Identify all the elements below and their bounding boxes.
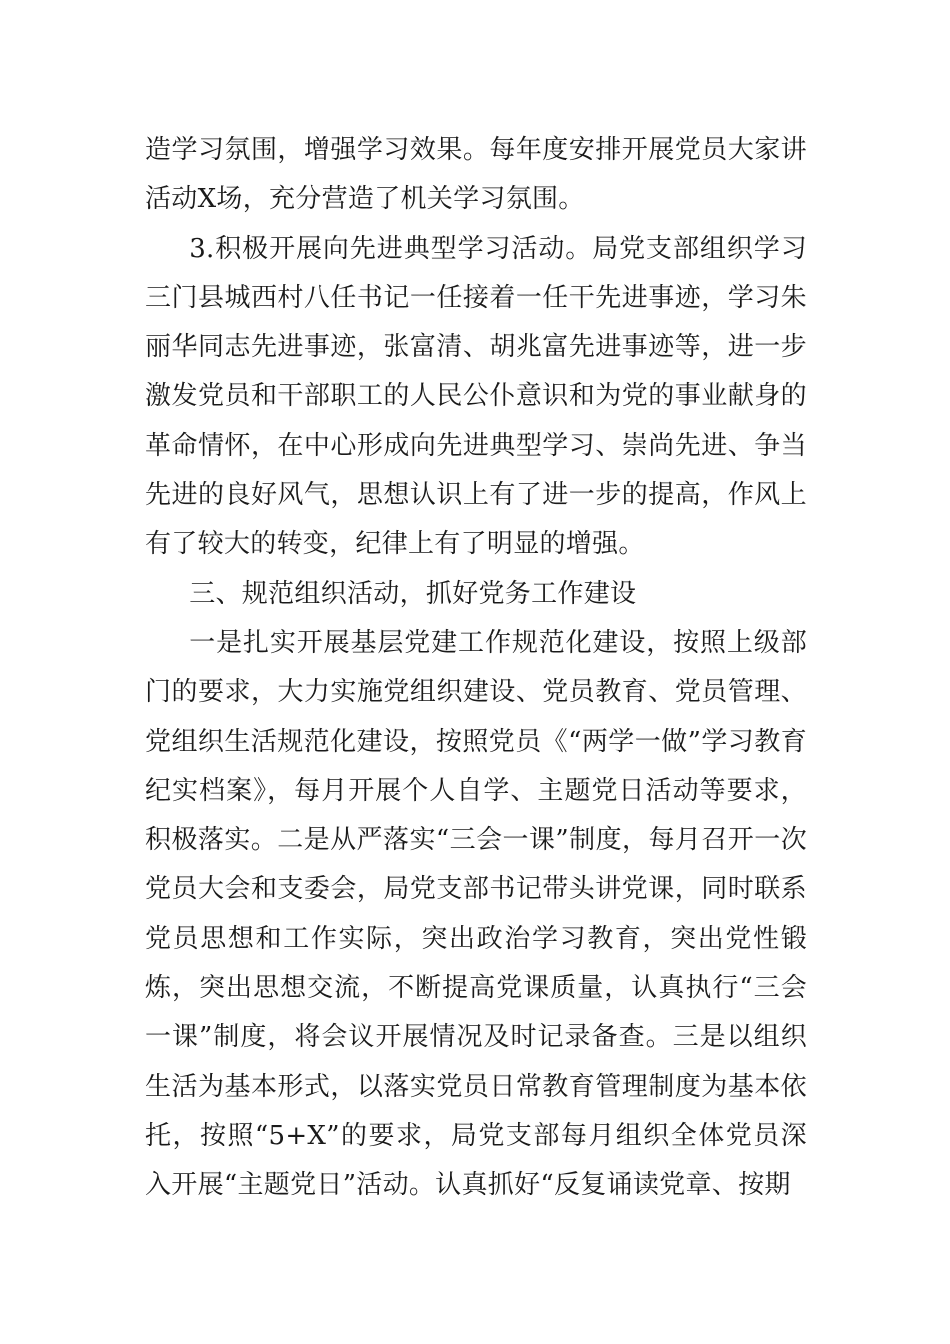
paragraph-advanced-models: 3.积极开展向先进典型学习活动。局党支部组织学习三门县城西村八任书记一任接着一任干先进事迹，学习朱丽华同志先进事迹，张富清、胡兆富先进事迹等，进一步激发党员和干部职工的人民公仆意识和为党的事业献身的革命情怀，在中心形成向先进典型学习、崇尚先进、争当先进的良好风气，思想认识上有了进一步的提高，作风上有了较大的转变，纪律上有了明显的增强。 (145, 233, 807, 560)
document-body (145, 126, 807, 1211)
section-heading: 三、规范组织活动，抓好党务工作建设 (189, 578, 637, 609)
paragraph-continuation: 造学习氛围，增强学习效果。每年度安排开展党员大家讲活动X场，充分营造了机关学习氛围。 (145, 135, 807, 215)
paragraph-party-work: 一是扎实开展基层党建工作规范化建设，按照上级部门的要求，大力实施党组织建设、党员教育、党员管理、党组织生活规范化建设，按照党员《“两学一做”学习教育纪实档案》，每月开展个人自学、主题党日活动等要求，积极落实。二是从严落实“三会一课”制度，每月召开一次党员大会和支委会，局党支部书记带头讲党课，同时联系党员思想和工作实际，突出政治学习教育，突出党性锻炼，突出思想交流，不断提高党课质量，认真执行“三会一课”制度，将会议开展情况及时记录备查。三是以组织生活为基本形式，以落实党员日常教育管理制度为基本依托，按照“5+X”的要求，局党支部每月组织全体党员深入开展“主题党日”活动。认真抓好“反复诵读党章、按期 (145, 627, 807, 1201)
